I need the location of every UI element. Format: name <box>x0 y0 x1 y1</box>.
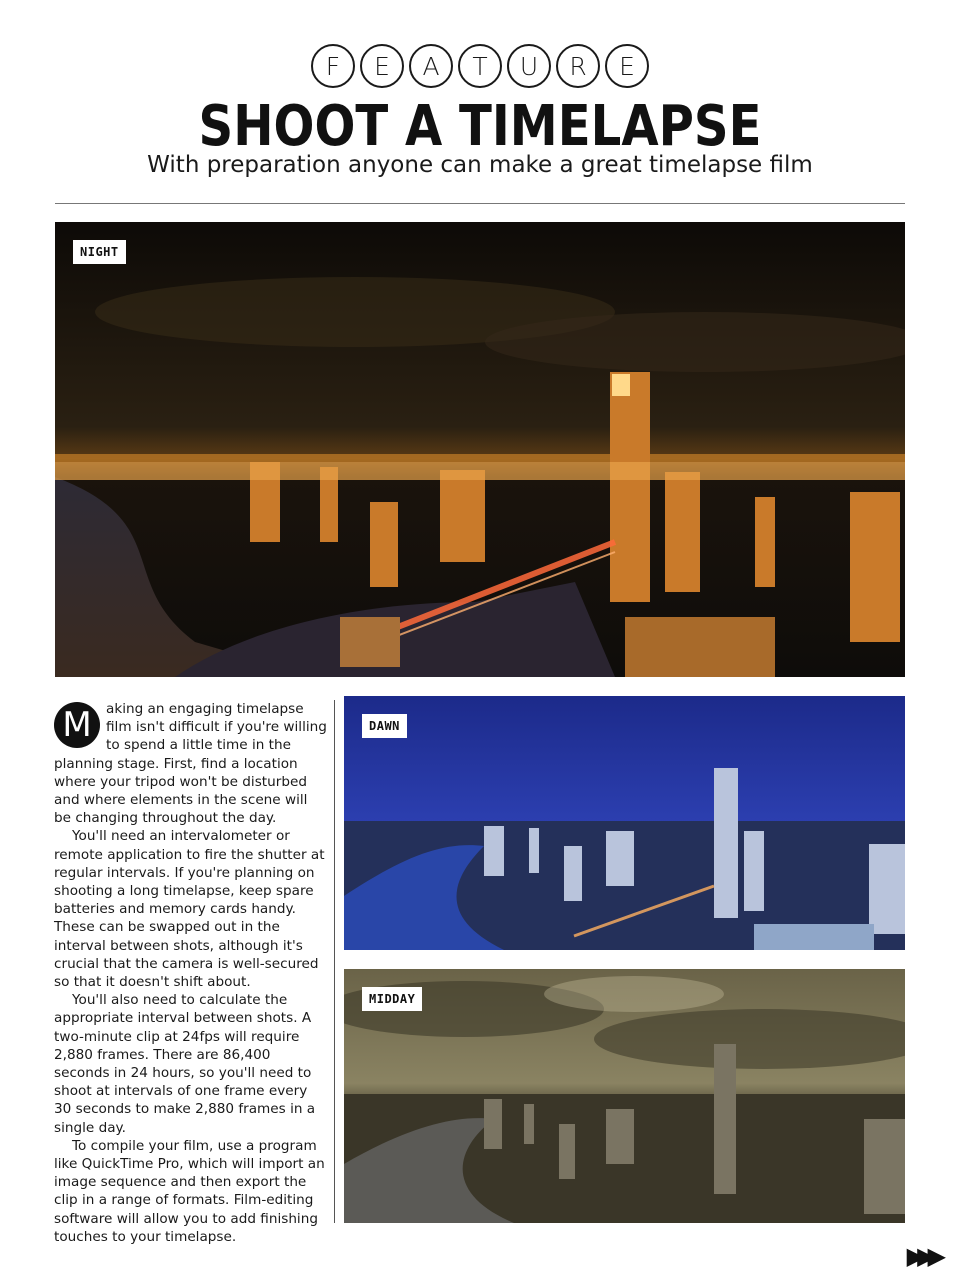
paragraph-1 <box>54 700 328 827</box>
photo-tag-dawn: DAWN <box>362 714 407 738</box>
photo-dawn-cityscape <box>344 696 905 950</box>
dropcap: M <box>54 702 100 748</box>
midday-cityscape-image <box>344 969 905 1223</box>
kicker-letter: E <box>360 44 404 88</box>
photo-night-cityscape <box>55 222 905 677</box>
kicker-letter: U <box>507 44 551 88</box>
headline: SHOOT A TIMELAPSE <box>198 94 762 159</box>
standfirst: With preparation anyone can make a great timelapse film <box>147 152 813 178</box>
photo-tag-midday: MIDDAY <box>362 987 422 1011</box>
column-divider <box>334 700 335 1223</box>
paragraph-3: You'll also need to calculate the appropriate interval between shots. A two-minute clip at 24fps will require 2,880 frames. There are 86,400 seconds in 24 hours, so you'll need to shoot at intervals of one frame every 30 seconds to make 2,880 frames in a single day. <box>54 992 316 1136</box>
header-divider <box>55 203 905 204</box>
kicker-letter: F <box>311 44 355 88</box>
photo-tag-night: NIGHT <box>73 240 126 264</box>
paragraph-2: You'll need an intervalometer or remote application to fire the shutter at regular intervals. If you're planning on shooting a long timelapse, keep spare batteries and memory cards handy. These can be swapped out in the interval between shots, although it's crucial that the camera is well-secured so that it doesn't shift about. <box>54 828 325 991</box>
next-page-arrows-icon[interactable]: ▶▶▶ <box>906 1242 938 1270</box>
feature-kicker <box>0 44 960 88</box>
kicker-letter: A <box>409 44 453 88</box>
night-cityscape-image <box>55 222 905 677</box>
kicker-letter: R <box>556 44 600 88</box>
paragraph-1-text: aking an engaging timelapse film isn't difficult if you're willing to spend a little time in the planning stage. First, find a location where your tripod won't be disturbed and where elements in the scene will be changing throughout the day. <box>54 701 327 827</box>
dawn-cityscape-image <box>344 696 905 950</box>
paragraph-4: To compile your film, use a program like QuickTime Pro, which will import an image sequence and then export the clip in a range of formats. Film-editing software will allow you to add finishing touches to your timelapse. <box>54 1137 325 1245</box>
photo-midday-cityscape <box>344 969 905 1223</box>
article-body <box>54 700 328 1246</box>
kicker-letter: T <box>458 44 502 88</box>
kicker-letter: E <box>605 44 649 88</box>
